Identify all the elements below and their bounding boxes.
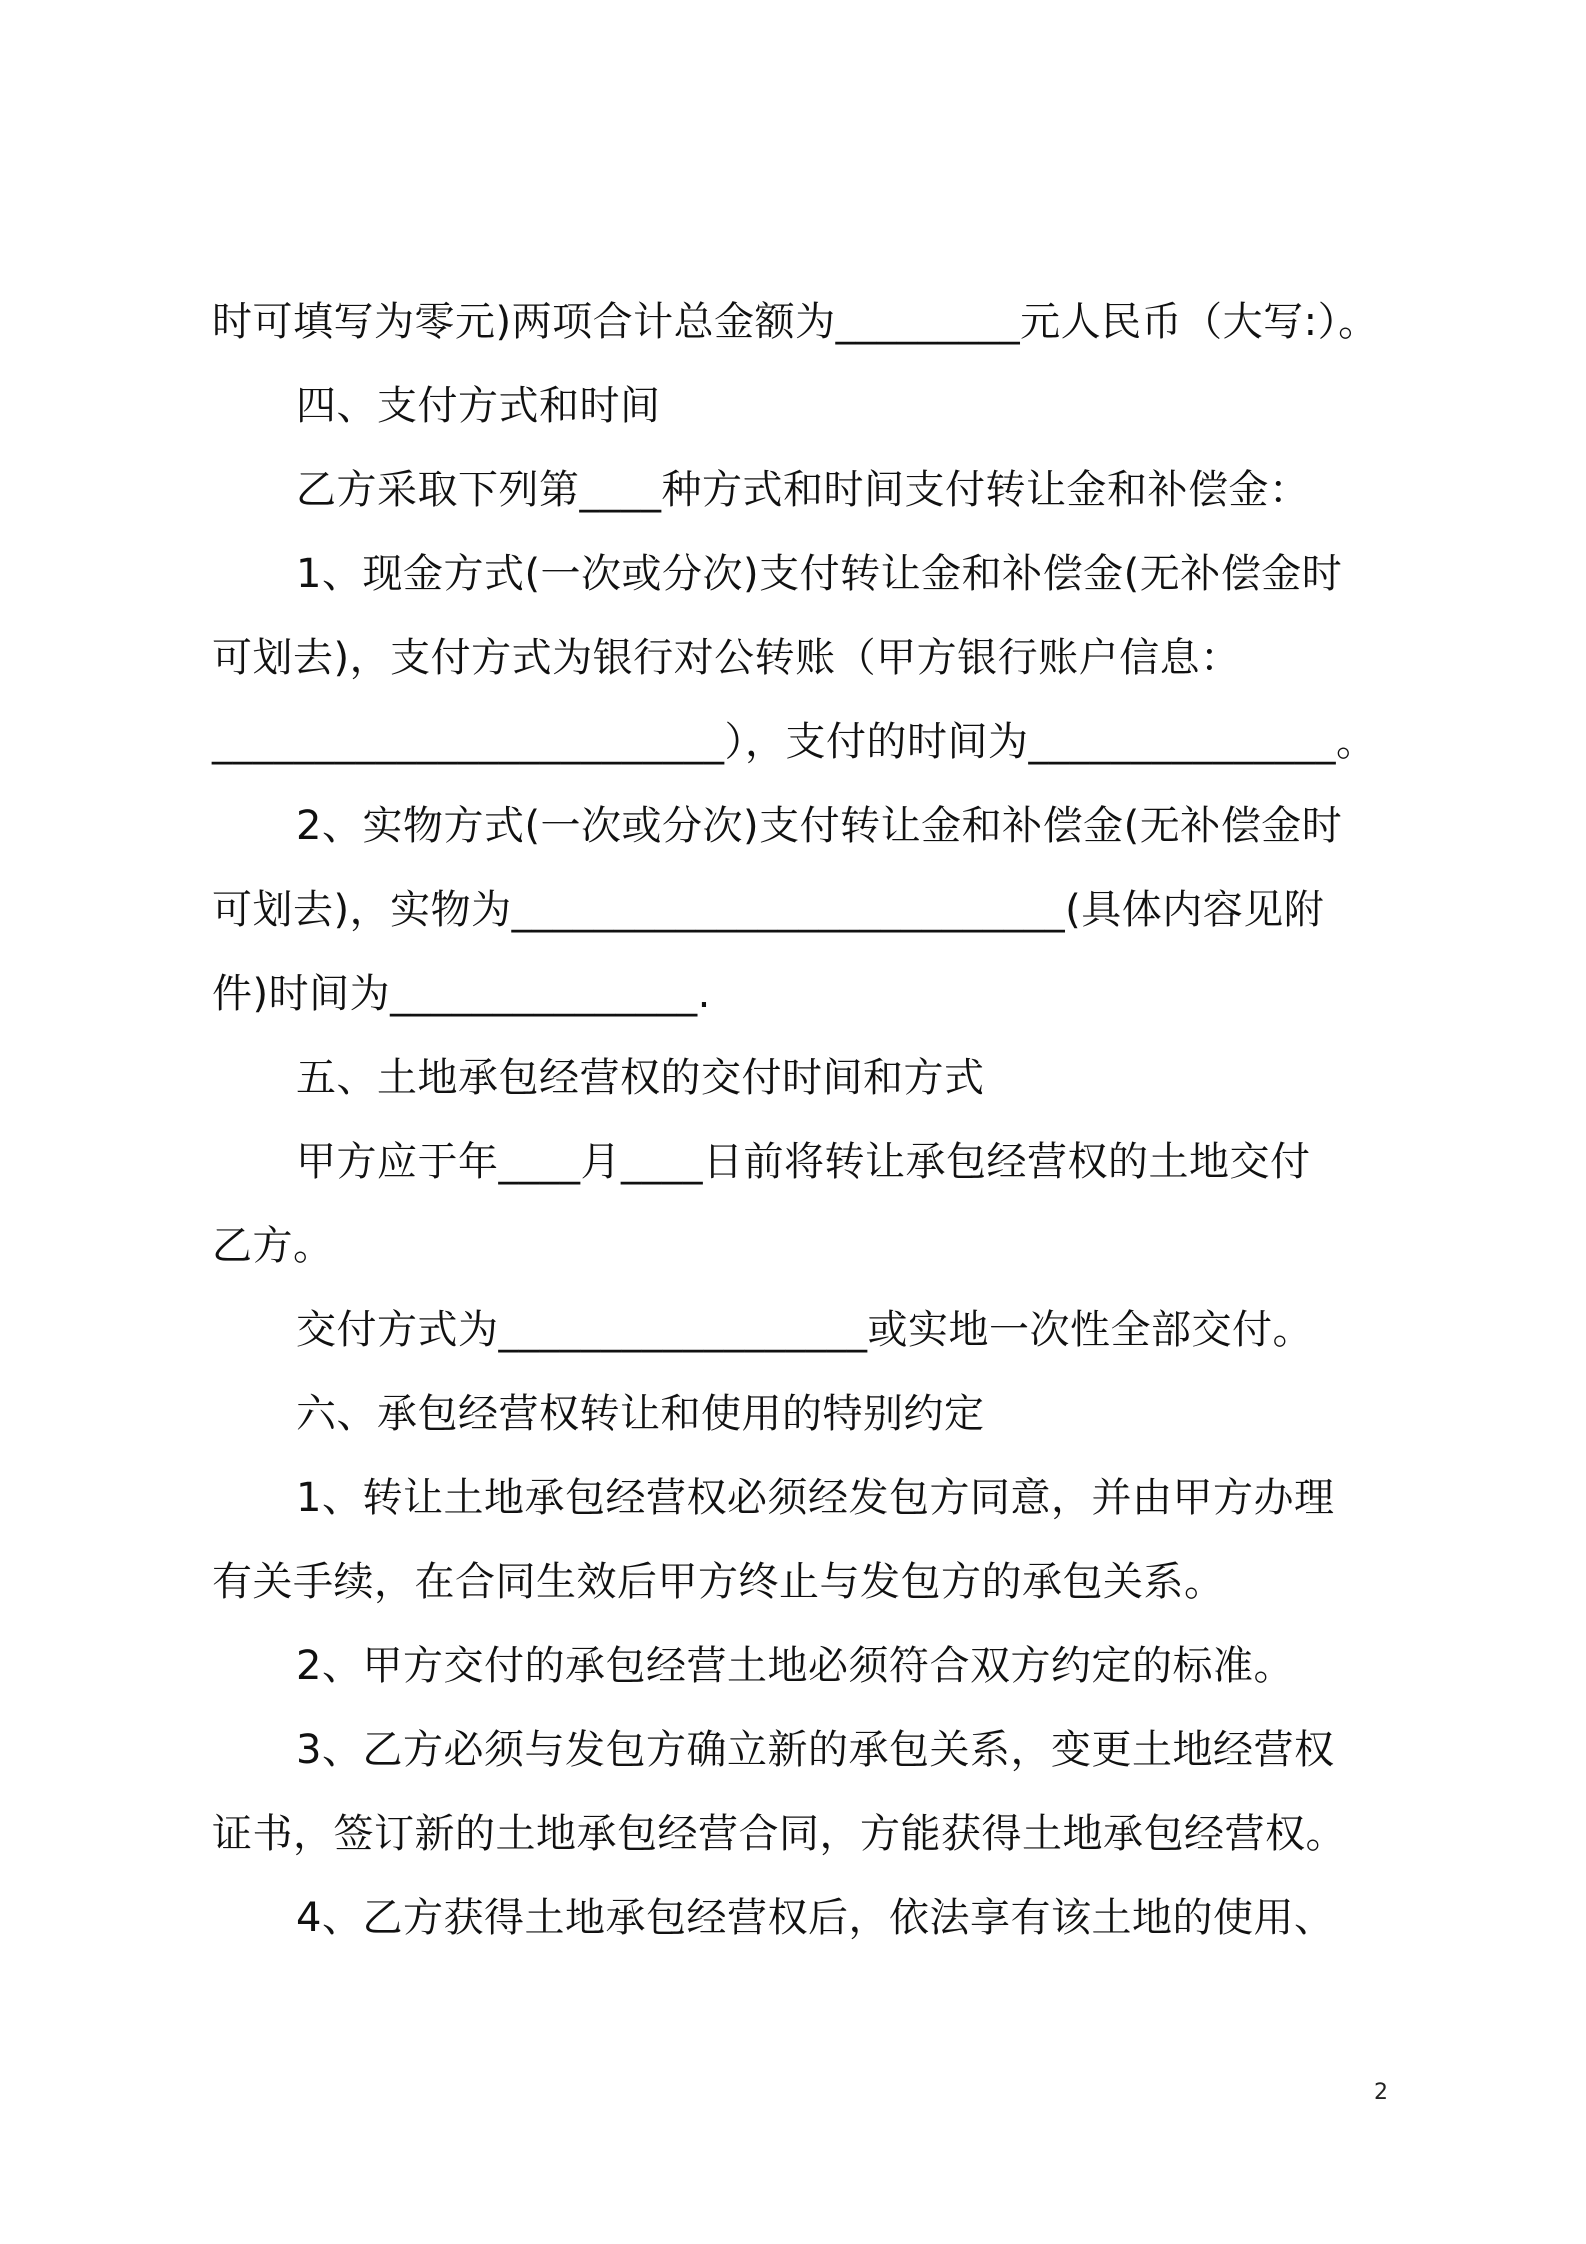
text-line-6: _________________________），支付的时间为_______________。 — [212, 719, 1377, 765]
text-line-20: 4、乙方获得土地承包经营权后，依法享有该土地的使用、 — [296, 1895, 1335, 1941]
text-line-5: 可划去)，支付方式为银行对公转账（甲方银行账户信息： — [212, 635, 1241, 681]
text-line-8: 可划去)，实物为___________________________(具体内容见附 — [212, 887, 1325, 933]
text-line-13: 交付方式为__________________或实地一次性全部交付。 — [296, 1307, 1313, 1353]
document-body — [212, 280, 1402, 1960]
text-line-1: 时可填写为零元)两项合计总金额为_________元人民币（大写:）。 — [212, 299, 1379, 345]
text-line-18: 3、乙方必须与发包方确立新的承包关系，变更土地经营权 — [296, 1727, 1335, 1773]
section-heading-special-terms: 六、承包经营权转让和使用的特别约定 — [296, 1391, 985, 1437]
text-line-11: 甲方应于年____月____日前将转让承包经营权的土地交付 — [296, 1139, 1311, 1185]
text-line-4: 1、现金方式(一次或分次)支付转让金和补偿金(无补偿金时 — [296, 551, 1343, 597]
section-heading-payment: 四、支付方式和时间 — [296, 383, 661, 429]
text-line-15: 1、转让土地承包经营权必须经发包方同意，并由甲方办理 — [296, 1475, 1335, 1521]
text-line-9: 件)时间为_______________. — [212, 971, 711, 1017]
page-number: 2 — [1374, 2080, 1388, 2105]
text-line-17: 2、甲方交付的承包经营土地必须符合双方约定的标准。 — [296, 1643, 1294, 1689]
text-line-16: 有关手续，在合同生效后甲方终止与发包方的承包关系。 — [212, 1559, 1225, 1605]
section-heading-delivery: 五、土地承包经营权的交付时间和方式 — [296, 1055, 985, 1101]
text-line-3: 乙方采取下列第____种方式和时间支付转让金和补偿金： — [296, 467, 1310, 513]
text-line-19: 证书，签订新的土地承包经营合同，方能获得土地承包经营权。 — [212, 1811, 1346, 1857]
text-line-12: 乙方。 — [212, 1223, 334, 1269]
text-line-7: 2、实物方式(一次或分次)支付转让金和补偿金(无补偿金时 — [296, 803, 1343, 849]
